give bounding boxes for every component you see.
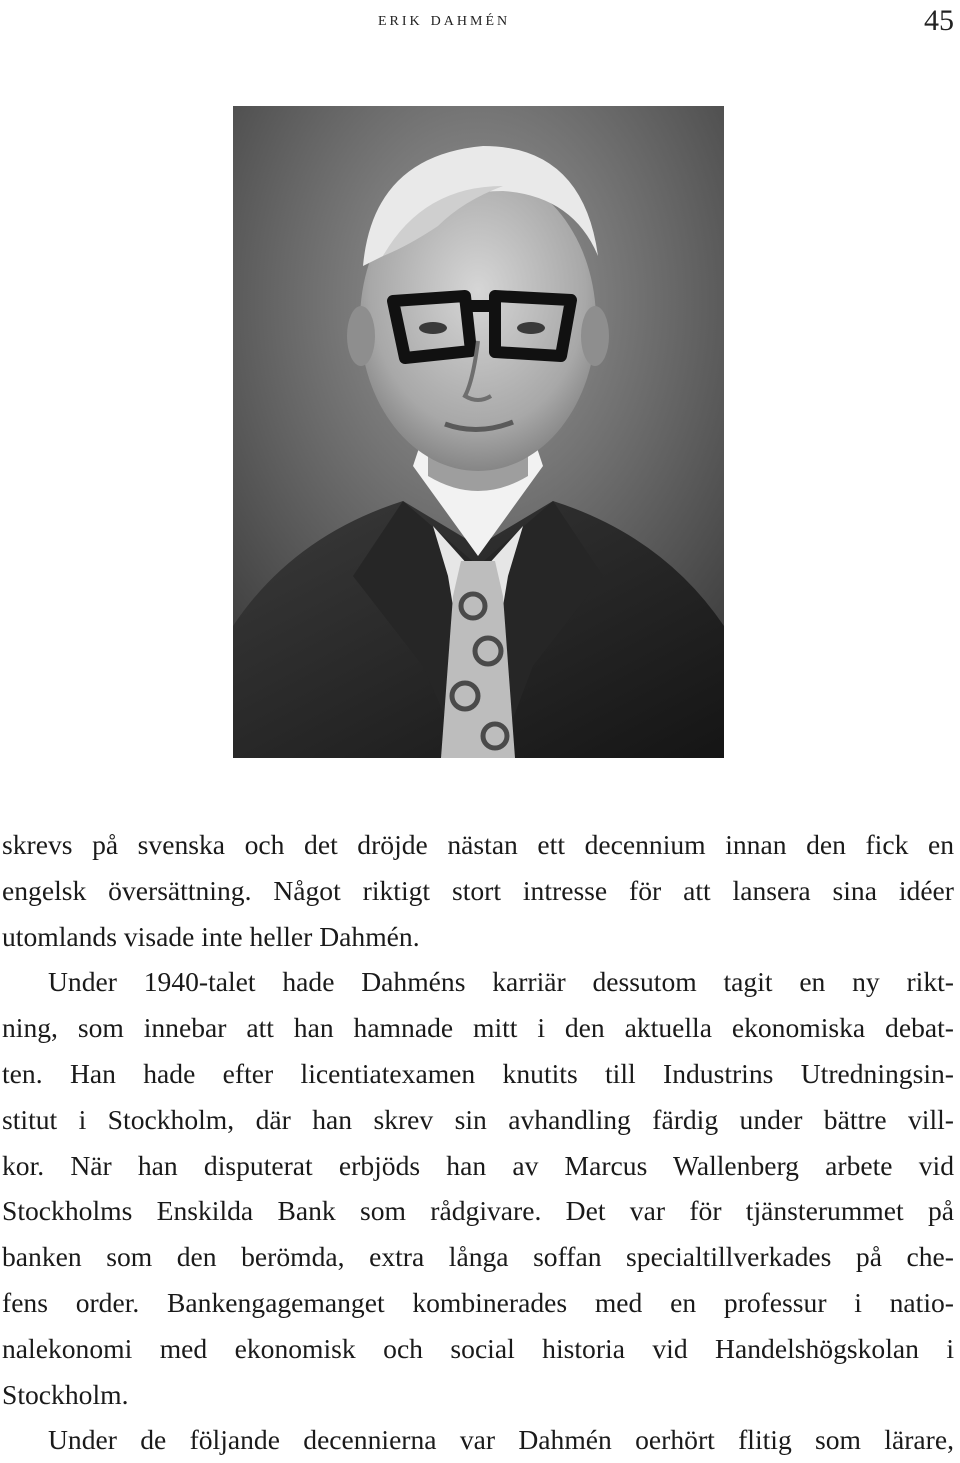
page-number: 45 (924, 4, 954, 37)
text-line: Under de följande decennierna var Dahmén oerhört flitig som lärare, (48, 1424, 954, 1456)
text-line: nalekonomi med ekonomisk och social historia vid Handelshögskolan i (2, 1332, 954, 1364)
running-head (0, 0, 960, 50)
running-title: erik dahmén (378, 8, 511, 30)
text-line: utomlands visade inte heller Dahmén. (2, 920, 420, 952)
text-line: banken som den berömda, extra långa soffan specialtillverkades på che- (2, 1241, 954, 1273)
text-line: kor. När han disputerat erbjöds han av Marcus Wallenberg arbete vid (2, 1149, 954, 1181)
paragraph-2 (2, 959, 954, 1417)
text-line: ning, som innebar att han hamnade mitt i den aktuella ekonomiska debat- (2, 1012, 954, 1044)
text-line: fens order. Bankengagemanget kombinerades med en professur i natio- (2, 1286, 954, 1318)
text-line: ten. Han hade efter licentiatexamen knutits till Industrins Utredningsin- (2, 1057, 954, 1089)
body-text (2, 822, 954, 1463)
text-line: stitut i Stockholm, där han skrev sin avhandling färdig under bättre vill- (2, 1103, 954, 1135)
text-line: engelsk översättning. Något riktigt stort intresse för att lansera sina idéer (2, 874, 954, 906)
text-line: Stockholms Enskilda Bank som rådgivare. Det var för tjänsterummet på (2, 1195, 954, 1227)
text-line: skrevs på svenska och det dröjde nästan ett decennium innan den fick en (2, 829, 954, 860)
portrait-photo (233, 106, 724, 758)
text-line: Stockholm. (2, 1378, 129, 1410)
paragraph-3 (2, 1417, 954, 1463)
portrait-photo-icon (233, 106, 724, 758)
text-line: Under 1940-talet hade Dahméns karriär dessutom tagit en ny rikt- (48, 966, 954, 998)
paragraph-1 (2, 822, 954, 959)
